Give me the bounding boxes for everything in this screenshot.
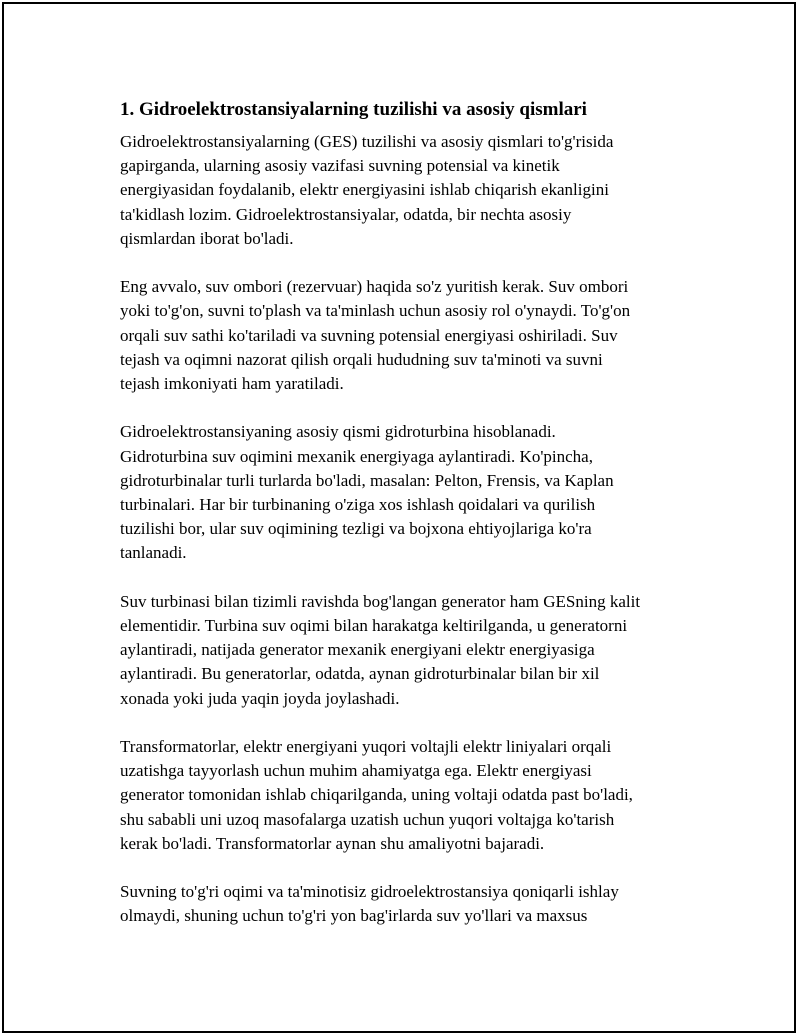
text-line: generator tomonidan ishlab chiqarilganda, uning voltaji odatda past bo'ladi,	[120, 785, 633, 805]
text-line: kerak bo'ladi. Transformatorlar aynan shu amaliyotni bajaradi.	[120, 833, 545, 853]
text-line: tejash imkoniyati ham yaratiladi.	[120, 374, 344, 394]
text-line: gapirganda, ularning asosiy vazifasi suvning potensial va kinetik	[120, 156, 560, 176]
text-line: Eng avvalo, suv ombori (rezervuar) haqida so'z yuritish kerak. Suv ombori	[120, 277, 629, 297]
document-content	[120, 96, 680, 953]
text-line: qismlardan iborat bo'ladi.	[120, 228, 294, 248]
text-line: elementidir. Turbina suv oqimi bilan harakatga keltirilganda, u generatorni	[120, 616, 628, 636]
text-line: ta'kidlash lozim. Gidroelektrostansiyalar, odatda, bir nechta asosiy	[120, 204, 572, 224]
text-line: Suv turbinasi bilan tizimli ravishda bog'langan generator ham GESning kalit	[120, 591, 641, 611]
text-line: Transformatorlar, elektr energiyani yuqori voltajli elektr liniyalari orqali	[120, 737, 612, 757]
paragraph-water-flow	[120, 880, 680, 928]
text-line: shu sababli uni uzoq masofalarga uzatish uchun yuqori voltajga ko'tarish	[120, 809, 615, 829]
paragraph-turbine	[120, 420, 680, 565]
text-line: Gidroelektrostansiyalarning (GES) tuzilishi va asosiy qismlari to'g'risida	[120, 132, 614, 151]
paragraph-generator	[120, 590, 680, 711]
text-line: energiyasidan foydalanib, elektr energiyasini ishlab chiqarish ekanligini	[120, 180, 609, 200]
text-line: uzatishga tayyorlash uchun muhim ahamiyatga ega. Elektr energiyasi	[120, 761, 592, 781]
text-line: Gidroelektrostansiyaning asosiy qismi gidroturbina hisoblanadi.	[120, 422, 556, 442]
text-line: aylantiradi, natijada generator mexanik energiyani elektr energiyasiga	[120, 640, 595, 660]
text-line: Gidroturbina suv oqimini mexanik energiyaga aylantiradi. Ko'pincha,	[120, 446, 593, 466]
paragraph-reservoir	[120, 275, 680, 396]
text-line: yoki to'g'on, suvni to'plash va ta'minlash uchun asosiy rol o'ynaydi. To'g'on	[120, 301, 631, 321]
text-line: tuzilishi bor, ular suv oqimining tezligi va bojxona ehtiyojlariga ko'ra	[120, 519, 592, 539]
text-line: xonada yoki juda yaqin joyda joylashadi.	[120, 688, 400, 708]
text-line: orqali suv sathi ko'tariladi va suvning potensial energiyasi oshiriladi. Suv	[120, 325, 618, 345]
paragraph-intro	[120, 130, 680, 251]
text-line: tejash va oqimni nazorat qilish orqali hududning suv ta'minoti va suvni	[120, 349, 603, 369]
text-line: turbinalari. Har bir turbinaning o'ziga xos ishlash qoidalari va qurilish	[120, 495, 596, 515]
section-heading: 1. Gidroelektrostansiyalarning tuzilishi va asosiy qismlari	[120, 99, 587, 120]
document-page	[2, 2, 796, 1033]
text-line: tanlanadi.	[120, 543, 187, 563]
text-line: gidroturbinalar turli turlarda bo'ladi, masalan: Pelton, Frensis, va Kaplan	[120, 470, 614, 490]
paragraph-transformers	[120, 735, 680, 856]
text-line: olmaydi, shuning uchun to'g'ri yon bag'irlarda suv yo'llari va maxsus	[120, 906, 588, 926]
text-line: Suvning to'g'ri oqimi va ta'minotisiz gidroelektrostansiya qoniqarli ishlay	[120, 882, 619, 902]
text-line: aylantiradi. Bu generatorlar, odatda, aynan gidroturbinalar bilan bir xil	[120, 664, 600, 684]
